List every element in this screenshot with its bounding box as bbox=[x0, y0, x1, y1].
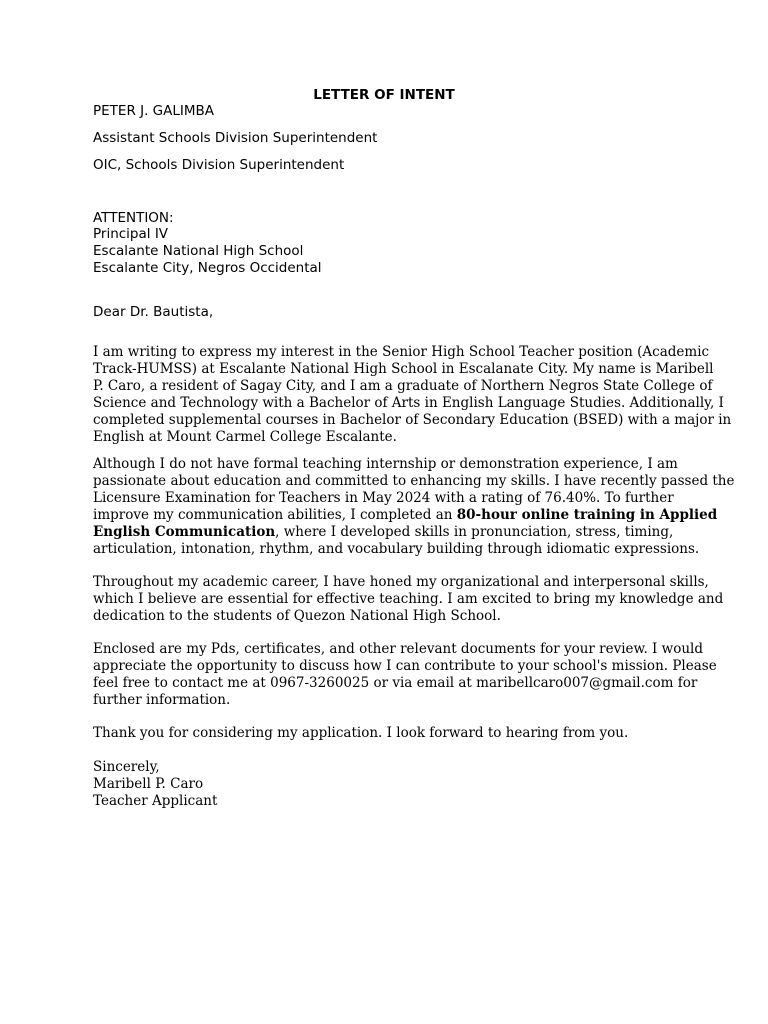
signer-name: Maribell P. Caro bbox=[93, 776, 204, 792]
paragraph-line: Although I do not have formal teaching internship or demonstration experience, I am bbox=[93, 456, 678, 472]
recipient-position-2: OIC, Schools Division Superintendent bbox=[93, 157, 345, 173]
paragraph-text: , where I developed skills in pronunciation, stress, timing, bbox=[275, 524, 674, 540]
paragraph-line: Enclosed are my Pds, certificates, and other relevant documents for your review. I would bbox=[93, 641, 704, 657]
paragraph-line: which I believe are essential for effective teaching. I am excited to bring my knowledge and bbox=[93, 591, 724, 607]
recipient-position-1: Assistant Schools Division Superintendent bbox=[93, 130, 378, 146]
attention-line-2: Escalante National High School bbox=[93, 243, 304, 259]
paragraph-intro bbox=[93, 344, 732, 446]
paragraph-experience bbox=[93, 456, 735, 558]
paragraph-line: P. Caro, a resident of Sagay City, and I am a graduate of Northern Negros State College of bbox=[93, 378, 713, 394]
recipient-name: PETER J. GALIMBA bbox=[93, 103, 215, 119]
signer-role: Teacher Applicant bbox=[93, 793, 218, 809]
paragraph-line: passionate about education and committed to enhancing my skills. I have recently passed the bbox=[93, 473, 735, 489]
paragraph-line: I am writing to express my interest in the Senior High School Teacher position (Academic bbox=[93, 344, 710, 360]
paragraph-line: dedication to the students of Quezon National High School. bbox=[93, 608, 501, 624]
paragraph-line: Science and Technology with a Bachelor of Arts in English Language Studies. Additionally, I bbox=[93, 395, 724, 411]
paragraph-text: improve my communication abilities, I completed an bbox=[93, 507, 457, 523]
paragraph-skills bbox=[93, 574, 724, 625]
training-highlight: 80-hour online training in Applied bbox=[456, 507, 718, 523]
attention-line-1: Principal IV bbox=[93, 226, 169, 242]
paragraph-line: Track-HUMSS) at Escalante National High School in Escalanate City. My name is Maribell bbox=[93, 361, 714, 377]
paragraph-line bbox=[93, 524, 683, 541]
paragraph-thanks: Thank you for considering my application. I look forward to hearing from you. bbox=[93, 725, 629, 741]
paragraph-line: appreciate the opportunity to discuss how I can contribute to your school's mission. Please bbox=[93, 658, 717, 674]
closing-block bbox=[93, 759, 683, 810]
paragraph-line: English at Mount Carmel College Escalante. bbox=[93, 429, 397, 445]
attention-line-3: Escalante City, Negros Occidental bbox=[93, 260, 322, 276]
paragraph-line: further information. bbox=[93, 692, 231, 708]
paragraph-line bbox=[93, 507, 718, 524]
paragraph-enclosures bbox=[93, 641, 717, 709]
paragraph-line: articulation, intonation, rhythm, and vocabulary building through idiomatic expressions. bbox=[93, 541, 700, 557]
paragraph-line: feel free to contact me at 0967-3260025 or via email at maribellcaro007@gmail.com for bbox=[93, 675, 698, 691]
paragraph-line: completed supplemental courses in Bachelor of Secondary Education (BSED) with a major in bbox=[93, 412, 732, 428]
salutation: Dear Dr. Bautista, bbox=[93, 304, 214, 320]
training-highlight: English Communication bbox=[93, 524, 276, 540]
closing-valediction: Sincerely, bbox=[93, 759, 160, 775]
paragraph-line: Licensure Examination for Teachers in May 2024 with a rating of 76.40%. To further bbox=[93, 490, 674, 506]
paragraph-line: Throughout my academic career, I have honed my organizational and interpersonal skills, bbox=[93, 574, 709, 590]
attention-label: ATTENTION: bbox=[93, 210, 174, 226]
letter-title: LETTER OF INTENT bbox=[313, 87, 455, 103]
